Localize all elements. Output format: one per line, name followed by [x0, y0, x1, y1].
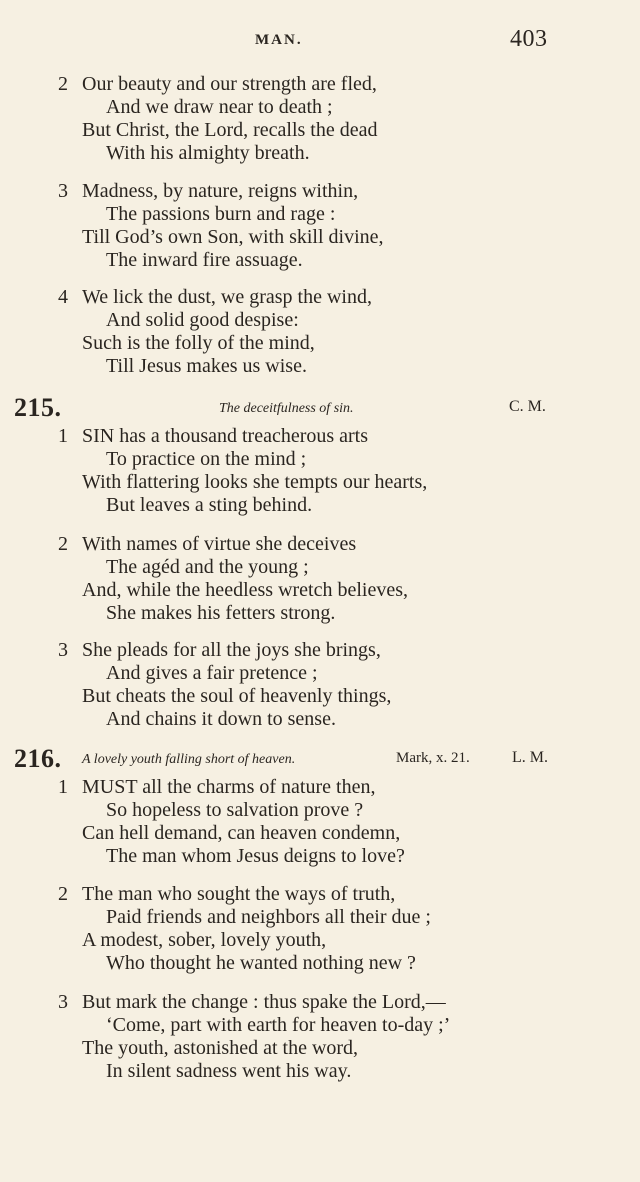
verse-line: With flattering looks she tempts our hearts,	[82, 471, 428, 493]
hymn-meter: L. M.	[512, 749, 548, 766]
verse-line: The man whom Jesus deigns to love?	[106, 845, 405, 867]
hymn-number: 215.	[14, 393, 62, 422]
verse-line: But cheats the soul of heavenly things,	[82, 685, 392, 707]
verse-line: She makes his fetters strong.	[106, 602, 336, 624]
hymn-title: The deceitfulness of sin.	[219, 401, 354, 416]
verse-line: We lick the dust, we grasp the wind,	[82, 286, 372, 308]
verse-line: The man who sought the ways of truth,	[82, 883, 396, 905]
hymn-title: A lovely youth falling short of heaven.	[82, 752, 296, 767]
verse-line: In silent sadness went his way.	[106, 1060, 352, 1082]
verse-number: 2	[58, 533, 68, 555]
verse-line: And solid good despise:	[106, 309, 299, 331]
running-title: MAN.	[255, 32, 303, 48]
verse-line: Paid friends and neighbors all their due ;	[106, 906, 431, 928]
verse-line: The inward fire assuage.	[106, 249, 303, 271]
verse-line: The agéd and the young ;	[106, 556, 309, 578]
hymn-number: 216.	[14, 744, 62, 773]
verse-line: Who thought he wanted nothing new ?	[106, 952, 416, 974]
verse-line: With his almighty breath.	[106, 142, 310, 164]
verse-line: And gives a fair pretence ;	[106, 662, 318, 684]
verse-line: But mark the change : thus spake the Lord,—	[82, 991, 446, 1013]
verse-line: Till God’s own Son, with skill divine,	[82, 226, 384, 248]
verse-line: SIN has a thousand treacherous arts	[82, 425, 369, 447]
verse-number: 1	[58, 425, 68, 447]
hymn-meter: C. M.	[509, 398, 546, 415]
verse-line: MUST all the charms of nature then,	[82, 776, 376, 798]
verse-line: The passions burn and rage :	[106, 203, 336, 225]
verse-number: 3	[58, 180, 68, 202]
hymn-heading	[0, 744, 640, 772]
verse-line: And, while the heedless wretch believes,	[82, 579, 409, 601]
page-header	[0, 26, 640, 56]
page-number: 403	[510, 26, 548, 52]
verse-line: Madness, by nature, reigns within,	[82, 180, 359, 202]
verse-line: The youth, astonished at the word,	[82, 1037, 359, 1059]
verse-line: But leaves a sting behind.	[106, 494, 313, 516]
verse-number: 2	[58, 883, 68, 905]
verse-line: To practice on the mind ;	[106, 448, 307, 470]
verse-line: Can hell demand, can heaven condemn,	[82, 822, 401, 844]
hymn-reference: Mark, x. 21.	[396, 750, 470, 766]
verse-line: A modest, sober, lovely youth,	[82, 929, 327, 951]
verse-number: 1	[58, 776, 68, 798]
verse-line: Such is the folly of the mind,	[82, 332, 315, 354]
verse-line: And we draw near to death ;	[106, 96, 333, 118]
hymn-heading	[0, 393, 640, 421]
verse-line: She pleads for all the joys she brings,	[82, 639, 381, 661]
verse-number: 2	[58, 73, 68, 95]
verse-line: ‘Come, part with earth for heaven to-day ;’	[106, 1014, 451, 1036]
verse-number: 4	[58, 286, 68, 308]
verse-line: With names of virtue she deceives	[82, 533, 357, 555]
verse-number: 3	[58, 991, 68, 1013]
verse-number: 3	[58, 639, 68, 661]
verse-line: And chains it down to sense.	[106, 708, 336, 730]
verse-line: But Christ, the Lord, recalls the dead	[82, 119, 378, 141]
verse-line: Till Jesus makes us wise.	[106, 355, 307, 377]
verse-line: So hopeless to salvation prove ?	[106, 799, 364, 821]
verse-line: Our beauty and our strength are fled,	[82, 73, 377, 95]
